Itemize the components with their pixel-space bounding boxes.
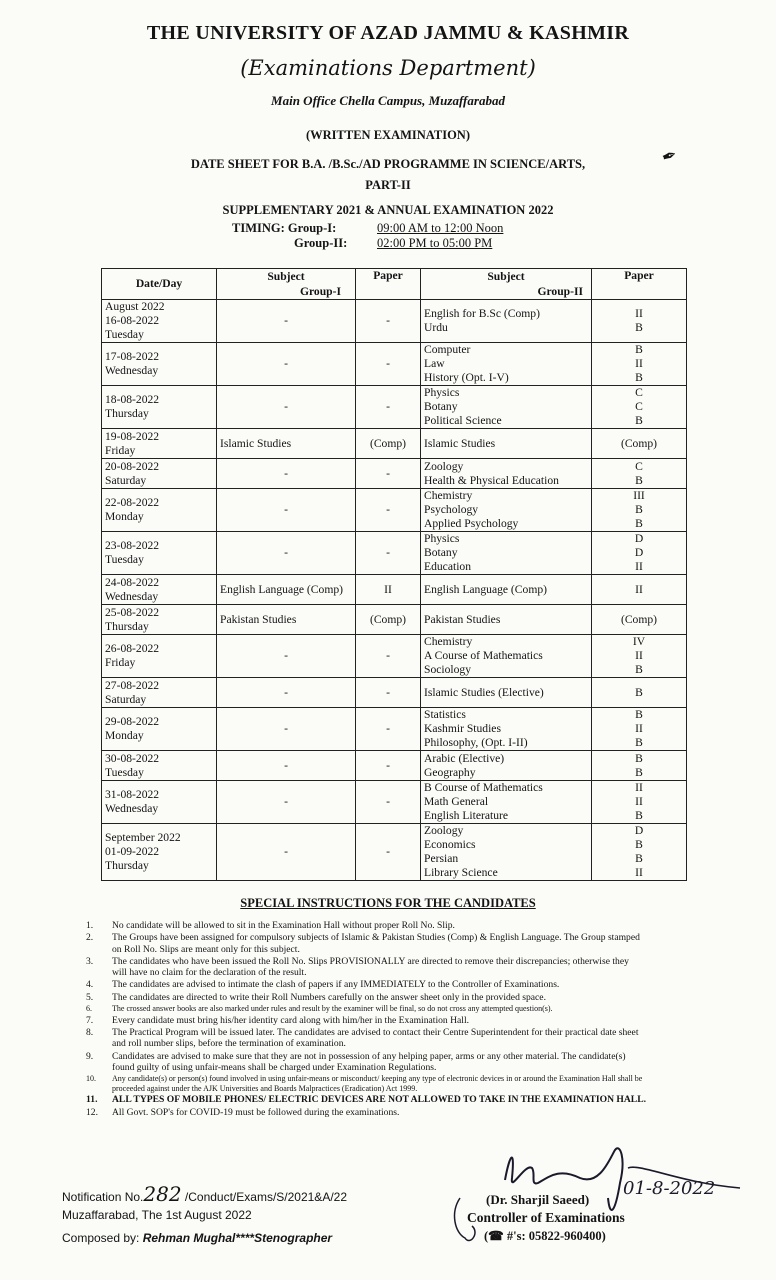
signatory-title: Controller of Examinations <box>467 1210 625 1225</box>
cell-line: IV <box>632 635 646 648</box>
group-1-subject-cell: - <box>217 635 356 678</box>
cell-line: B <box>635 765 643 779</box>
cell-line: D <box>634 546 644 559</box>
instruction-text: The candidates are advised to intimate the clash of papers if any IMMEDIATELY to the Controller of Examinations. <box>112 979 560 991</box>
composed-name: Rehman Mughal****Stenographer <box>142 1231 333 1245</box>
col-paper-header-2: Paper <box>592 269 687 300</box>
cell-line: II <box>635 866 643 879</box>
group-1-paper-cell: - <box>356 343 421 386</box>
group-1-paper-cell: II <box>356 575 421 605</box>
cell-line: 25-08-2022 <box>105 605 160 619</box>
group-1-paper-cell: - <box>356 386 421 429</box>
cell-line: English Literature <box>424 809 509 822</box>
cell-line: Friday <box>105 443 136 457</box>
pen-mark-icon: ✒ <box>658 144 680 169</box>
instruction-item <box>86 1074 646 1093</box>
cell-line: B <box>635 809 643 822</box>
university-title: THE UNIVERSITY OF AZAD JAMMU & KASHMIR <box>146 22 630 44</box>
group-1-subject-cell: - <box>217 386 356 429</box>
cell-line: August 2022 <box>105 300 165 313</box>
timing-value-group-2: 02:00 PM to 05:00 PM <box>377 236 493 250</box>
instruction-text: The candidates are directed to write their Roll Numbers carefully on the answer sheet only in the provided space. <box>112 991 546 1003</box>
cell-line: 30-08-2022 <box>105 751 160 765</box>
cell-line: 26-08-2022 <box>105 642 160 655</box>
col-subject-header-1: Subject <box>217 269 356 285</box>
group-1-paper-cell: (Comp) <box>356 605 421 635</box>
date-cell <box>102 781 217 824</box>
table-row <box>102 300 687 343</box>
table-row <box>102 489 687 532</box>
group-1-subject-cell: - <box>217 343 356 386</box>
group-2-paper-cell <box>592 751 687 781</box>
instruction-item <box>86 1027 646 1050</box>
group-2-paper-cell <box>592 459 687 489</box>
cell-line: B <box>635 414 643 427</box>
group-1-paper-cell: - <box>356 635 421 678</box>
cell-line: 16-08-2022 <box>105 314 160 327</box>
cell-line: English for B.Sc (Comp) <box>424 307 540 320</box>
group-1-subject-cell: - <box>217 678 356 708</box>
cell-line: Zoology <box>424 459 464 473</box>
cell-line: Health & Physical Education <box>424 473 559 487</box>
group-1-subject-cell: - <box>217 751 356 781</box>
group-1-subject-cell: - <box>217 708 356 751</box>
group-2-subject-cell <box>421 575 592 605</box>
group-2-paper-cell <box>592 678 687 708</box>
cell-line: 27-08-2022 <box>105 678 160 692</box>
campus-line: Main Office Chella Campus, Muzaffarabad <box>271 93 505 108</box>
instruction-text: The crossed answer books are also marked under rules and result by the examiner will be final, so do not cross any attempted question(s). <box>112 1004 553 1014</box>
cell-line: Botany <box>424 400 458 413</box>
date-sheet-part: PART-II <box>365 178 411 192</box>
date-cell <box>102 300 217 343</box>
date-cell <box>102 532 217 575</box>
table-row <box>102 824 687 881</box>
group-2-subject-cell <box>421 751 592 781</box>
instruction-number: 6. <box>86 1004 92 1014</box>
cell-line: Statistics <box>424 708 466 721</box>
group-1-paper-cell: - <box>356 824 421 881</box>
instruction-text: Candidates are advised to make sure that they are not in possession of any helping paper, arms or any other material. The candidate(s) found guilty of using unfair-means shall be charged under Examination Regulations. <box>112 1050 626 1073</box>
cell-line: B <box>635 343 643 356</box>
date-cell <box>102 605 217 635</box>
instruction-item <box>86 1051 646 1074</box>
cell-line: Monday <box>105 510 144 523</box>
group-2-subject-cell <box>421 300 592 343</box>
table-row <box>102 429 687 459</box>
cell-line: D <box>634 532 644 545</box>
group-2-paper-cell <box>592 781 687 824</box>
cell-line: Monday <box>105 729 144 742</box>
group-2-label: Group-II <box>421 285 592 300</box>
cell-line: Economics <box>424 838 476 851</box>
composed-label: Composed by: <box>62 1231 140 1245</box>
cell-line: II <box>635 781 643 794</box>
exam-type: (WRITTEN EXAMINATION) <box>305 128 470 142</box>
timing-label-group-2: Group-II: <box>294 236 348 250</box>
group-1-subject-cell: - <box>217 532 356 575</box>
instruction-number: 11. <box>86 1094 98 1106</box>
cell-line: D <box>634 824 644 837</box>
cell-line: English Language (Comp) <box>424 582 547 596</box>
cell-line: Botany <box>424 546 458 559</box>
group-1-subject-cell: - <box>217 781 356 824</box>
group-2-paper-cell <box>592 386 687 429</box>
group-2-paper-cell <box>592 343 687 386</box>
instruction-item <box>86 992 646 1003</box>
instruction-number: 5. <box>86 991 94 1003</box>
group-2-subject-cell <box>421 781 592 824</box>
group-2-paper-cell <box>592 429 687 459</box>
group-1-paper-cell: - <box>356 781 421 824</box>
signatory-name: (Dr. Sharjil Saeed) <box>486 1192 590 1207</box>
instruction-text: All Govt. SOP's for COVID-19 must be followed during the examinations. <box>112 1106 400 1118</box>
table-row <box>102 575 687 605</box>
group-1-subject-cell: - <box>217 459 356 489</box>
cell-line: B <box>635 685 643 699</box>
group-2-subject-cell <box>421 678 592 708</box>
timing-label-group-1: TIMING: Group-I: <box>232 221 337 235</box>
date-cell <box>102 459 217 489</box>
cell-line: C <box>635 386 643 399</box>
cell-line: Zoology <box>424 824 464 837</box>
group-2-subject-cell <box>421 459 592 489</box>
cell-line: 20-08-2022 <box>105 459 160 473</box>
cell-line: 22-08-2022 <box>105 496 160 509</box>
group-1-paper-cell: - <box>356 459 421 489</box>
cell-line: Thursday <box>105 407 149 420</box>
cell-line: 19-08-2022 <box>105 429 160 443</box>
instruction-number: 10. <box>86 1074 96 1084</box>
group-1-paper-cell: (Comp) <box>356 429 421 459</box>
table-row <box>102 386 687 429</box>
cell-line: C <box>635 400 643 413</box>
cell-line: II <box>635 357 643 370</box>
date-cell <box>102 386 217 429</box>
notification-number: 282 <box>143 1182 182 1206</box>
group-2-subject-cell <box>421 386 592 429</box>
group-1-subject-cell: English Language (Comp) <box>217 575 356 605</box>
cell-line: Islamic Studies (Elective) <box>424 685 544 699</box>
department-title: (Examinations Department) <box>240 56 536 80</box>
cell-line: II <box>635 722 643 735</box>
instruction-item <box>86 1107 646 1118</box>
cell-line: Philosophy, (Opt. I-II) <box>424 736 528 749</box>
cell-line: Education <box>424 560 472 573</box>
cell-line: Tuesday <box>105 553 144 566</box>
cell-line: Saturday <box>105 692 147 706</box>
cell-line: B <box>635 517 643 530</box>
cell-line: 24-08-2022 <box>105 575 160 589</box>
group-1-subject-cell: Pakistan Studies <box>217 605 356 635</box>
cell-line: Thursday <box>105 859 149 872</box>
cell-line: 31-08-2022 <box>105 788 160 801</box>
cell-line: II <box>635 795 643 808</box>
col-subject-header-2: Subject <box>421 269 592 285</box>
cell-line: Islamic Studies <box>424 436 496 450</box>
instructions-list <box>86 920 646 1119</box>
group-2-paper-cell <box>592 489 687 532</box>
group-1-subject-cell: - <box>217 489 356 532</box>
cell-line: 29-08-2022 <box>105 715 160 728</box>
group-2-subject-cell <box>421 708 592 751</box>
cell-line: 23-08-2022 <box>105 539 160 552</box>
cell-line: B <box>635 473 643 487</box>
place-date: Muzaffarabad, The 1st August 2022 <box>62 1208 252 1222</box>
composed-by <box>62 1231 332 1245</box>
cell-line: Thursday <box>105 619 149 633</box>
instruction-text: The candidates who have been issued the Roll No. Slips PROVISIONALLY are directed to remove their discrepancies; otherwise they will have no claim for the declaration of the result. <box>112 955 629 979</box>
group-2-paper-cell <box>592 824 687 881</box>
cell-line: II <box>635 307 643 320</box>
instruction-number: 8. <box>86 1026 94 1038</box>
cell-line: (Comp) <box>620 436 658 450</box>
cell-line: II <box>635 649 643 662</box>
cell-line: C <box>635 459 643 473</box>
col-date-header: Date/Day <box>102 269 217 300</box>
instruction-item <box>86 1094 646 1105</box>
notification-suffix: /Conduct/Exams/S/2021&A/22 <box>184 1190 347 1204</box>
cell-line: Chemistry <box>424 635 473 648</box>
signature-date: 01-8-2022 <box>623 1178 716 1199</box>
cell-line: Friday <box>105 656 136 669</box>
instruction-number: 2. <box>86 932 94 944</box>
cell-line: 17-08-2022 <box>105 350 160 363</box>
cell-line: Tuesday <box>105 328 144 341</box>
table-row <box>102 532 687 575</box>
instruction-number: 4. <box>86 979 94 991</box>
cell-line: Wednesday <box>105 802 159 815</box>
cell-line: 01-09-2022 <box>105 845 160 858</box>
cell-line: B <box>635 852 643 865</box>
instruction-number: 1. <box>86 920 94 931</box>
notification-line <box>62 1182 347 1206</box>
cell-line: Physics <box>424 532 460 545</box>
date-sheet-title: DATE SHEET FOR B.A. /B.Sc./AD PROGRAMME IN SCIENCE/ARTS, <box>190 157 586 171</box>
group-1-paper-cell: - <box>356 678 421 708</box>
notification-prefix: Notification No. <box>62 1190 144 1204</box>
date-cell <box>102 489 217 532</box>
table-row <box>102 605 687 635</box>
instruction-number: 3. <box>86 955 94 967</box>
cell-line: Applied Psychology <box>424 517 519 530</box>
instruction-number: 7. <box>86 1014 94 1026</box>
cell-line: Math General <box>424 795 489 808</box>
table-row <box>102 459 687 489</box>
instructions-title: SPECIAL INSTRUCTIONS FOR THE CANDIDATES <box>240 896 536 910</box>
group-2-subject-cell <box>421 824 592 881</box>
table-row <box>102 751 687 781</box>
cell-line: Saturday <box>105 473 147 487</box>
cell-line: (Comp) <box>620 612 658 626</box>
group-2-paper-cell <box>592 708 687 751</box>
cell-line: Psychology <box>424 503 479 516</box>
group-1-subject-cell: Islamic Studies <box>217 429 356 459</box>
cell-line: History (Opt. I-V) <box>424 371 509 384</box>
instruction-number: 9. <box>86 1050 94 1062</box>
cell-line: 18-08-2022 <box>105 393 160 406</box>
cell-line: Library Science <box>424 866 498 879</box>
group-1-paper-cell: - <box>356 708 421 751</box>
instruction-text: ALL TYPES OF MOBILE PHONES/ ELECTRIC DEVICES ARE NOT ALLOWED TO TAKE IN THE EXAMINATION HALL. <box>112 1094 647 1106</box>
cell-line: B <box>635 708 643 721</box>
cell-line: Chemistry <box>424 489 473 502</box>
group-2-subject-cell <box>421 489 592 532</box>
group-2-subject-cell <box>421 532 592 575</box>
group-1-subject-cell: - <box>217 300 356 343</box>
instruction-text: Any candidate(s) or person(s) found involved in using unfair-means or misconduct/ keeping any type of electronic devices in or around the Examination Hall shall be proceeded against under the AJK Universities and Boards Malpractices (Eradication) Act 1999. <box>112 1074 643 1093</box>
instruction-text: No candidate will be allowed to sit in the Examination Hall without proper Roll No. Slip. <box>112 920 455 931</box>
table-row <box>102 635 687 678</box>
group-2-subject-cell <box>421 635 592 678</box>
cell-line: B <box>635 751 643 765</box>
date-cell <box>102 824 217 881</box>
cell-line: III <box>633 489 645 502</box>
instruction-number: 12. <box>86 1106 98 1118</box>
table-row <box>102 708 687 751</box>
group-1-paper-cell: - <box>356 751 421 781</box>
cell-line: B <box>635 663 643 676</box>
date-cell <box>102 575 217 605</box>
cell-line: Kashmir Studies <box>424 722 501 735</box>
signatory-phone: (☎ #'s: 05822-960400) <box>484 1229 606 1243</box>
cell-line: B <box>635 838 643 851</box>
date-sheet-table <box>101 268 687 881</box>
date-cell <box>102 635 217 678</box>
cell-line: Pakistan Studies <box>424 612 501 626</box>
cell-line: II <box>635 582 643 596</box>
cell-line: Law <box>424 357 445 370</box>
instruction-text: Every candidate must bring his/her identity card along with him/her in the Examination Hall. <box>112 1014 470 1026</box>
group-2-paper-cell <box>592 532 687 575</box>
cell-line: Political Science <box>424 414 502 427</box>
cell-line: Sociology <box>424 663 472 676</box>
group-1-subject-cell: - <box>217 824 356 881</box>
date-cell <box>102 678 217 708</box>
instruction-text: The Practical Program will be issued later. The candidates are advised to contact their Centre Superintendent for their practical date sheet and roll number slips, before the termination of examination. <box>112 1026 639 1050</box>
group-2-paper-cell <box>592 635 687 678</box>
date-cell <box>102 429 217 459</box>
date-cell <box>102 708 217 751</box>
table-row <box>102 781 687 824</box>
cell-line: II <box>635 560 643 573</box>
instruction-item <box>86 932 646 955</box>
instruction-item <box>86 1004 646 1014</box>
group-2-subject-cell <box>421 343 592 386</box>
table-row <box>102 678 687 708</box>
cell-line: September 2022 <box>105 831 181 844</box>
group-1-paper-cell: - <box>356 300 421 343</box>
group-1-label: Group-I <box>217 285 356 300</box>
cell-line: B <box>635 371 643 384</box>
col-paper-header-1: Paper <box>356 269 421 300</box>
cell-line: Tuesday <box>105 765 144 779</box>
group-2-subject-cell <box>421 605 592 635</box>
instruction-item <box>86 979 646 990</box>
cell-line: Geography <box>424 765 476 779</box>
cell-line: Computer <box>424 343 471 356</box>
cell-line: A Course of Mathematics <box>424 649 543 662</box>
group-2-subject-cell <box>421 429 592 459</box>
group-1-paper-cell: - <box>356 489 421 532</box>
group-1-paper-cell: - <box>356 532 421 575</box>
timing-value-group-1: 09:00 AM to 12:00 Noon <box>377 221 504 235</box>
cell-line: B <box>635 736 643 749</box>
cell-line: B Course of Mathematics <box>424 781 543 794</box>
cell-line: Wednesday <box>105 364 159 377</box>
date-cell <box>102 751 217 781</box>
group-2-paper-cell <box>592 300 687 343</box>
cell-line: B <box>635 503 643 516</box>
table-row <box>102 343 687 386</box>
cell-line: Persian <box>424 852 459 865</box>
cell-line: Physics <box>424 386 460 399</box>
cell-line: B <box>635 321 643 334</box>
group-2-paper-cell <box>592 575 687 605</box>
instruction-text: The Groups have been assigned for compulsory subjects of Islamic & Pakistan Studies (Comp) & English Language. The Group stamped on Roll No. Slips are meant only for this subject. <box>112 932 640 955</box>
instruction-item <box>86 920 646 931</box>
cell-line: Wednesday <box>105 589 159 603</box>
cell-line: Arabic (Elective) <box>424 751 505 765</box>
instruction-item <box>86 1015 646 1026</box>
date-cell <box>102 343 217 386</box>
instruction-item <box>86 956 646 979</box>
cell-line: Urdu <box>424 321 448 334</box>
session-title: SUPPLEMENTARY 2021 & ANNUAL EXAMINATION 2022 <box>222 203 554 217</box>
group-2-paper-cell <box>592 605 687 635</box>
